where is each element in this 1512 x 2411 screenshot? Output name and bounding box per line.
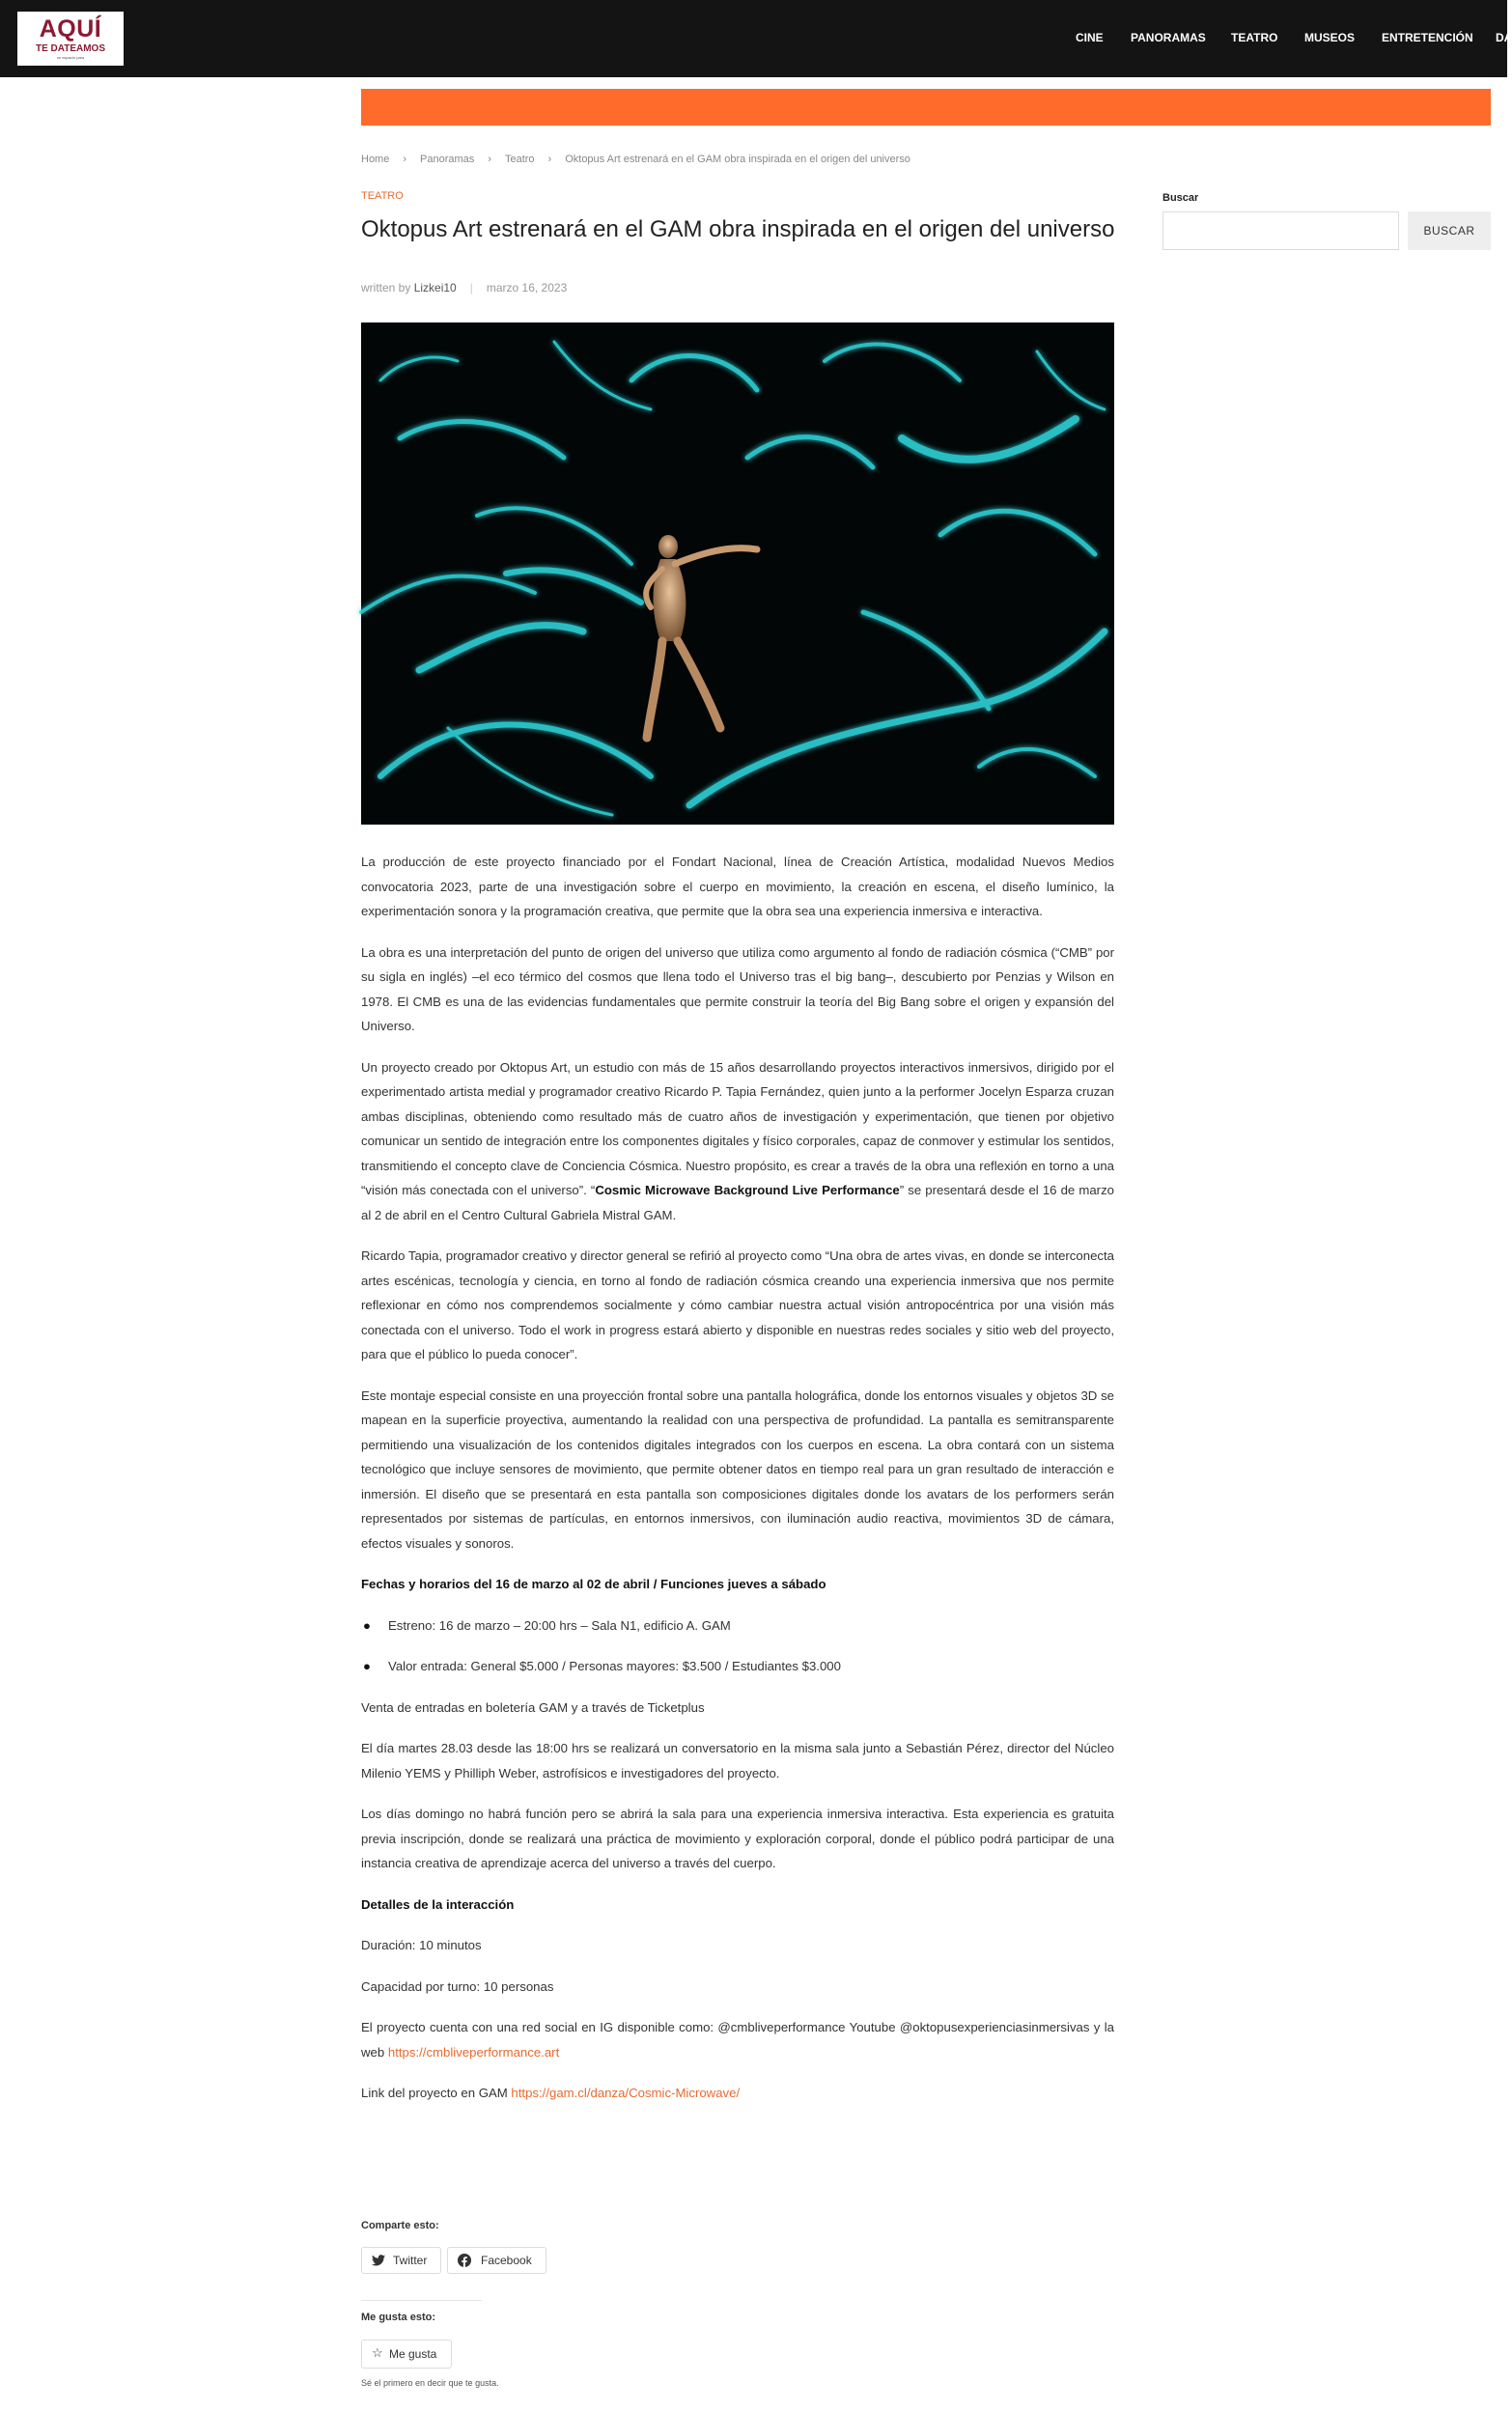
- chevron-right-icon: ›: [547, 154, 552, 165]
- article-paragraph: Los días domingo no habrá función pero se abrirá la sala para una experiencia inmersiva interactiva. Esta experiencia es gratuita previa inscripción, donde se realizará una práctica de movimiento y exploración corporal, donde el público podrá participar de una instancia creativa de aprendizaje acerca del universo a través del cuerpo.: [361, 1807, 1114, 1870]
- article-highlight: Cosmic Microwave Background Live Performance: [595, 1183, 900, 1197]
- post-meta: [361, 280, 567, 295]
- search-button[interactable]: BUSCAR: [1408, 211, 1491, 250]
- like-label: Me gusta esto:: [361, 2312, 436, 2323]
- article-text: El proyecto cuenta con una red social en IG disponible como: @cmbliveperformance Youtube @oktopusexperienciasinmersivas y la web: [361, 2020, 1114, 2060]
- logo-line-2: TE DATEAMOS: [35, 43, 106, 54]
- gam-project-link[interactable]: https://gam.cl/danza/Cosmic-Microwave/: [511, 2086, 741, 2100]
- first-like-text: Sé el primero en decir que te gusta.: [361, 2378, 499, 2388]
- facebook-icon: [458, 2254, 471, 2267]
- bullet-icon: ●: [363, 1659, 371, 1673]
- article-paragraph: Ricardo Tapia, programador creativo y director general se refirió al proyecto como “Una obra de artes vivas, en donde se interconecta artes escénicas, tecnología y ciencia, en torno al fondo de radiación cósmica creando una experiencia inmersiva que nos permite reflexionar en cómo nos comprendemos socialmente y cómo cambiar nuestra actual visión antropocéntrica por una visión más conectada con el universo. Todo el work in progress estará abierto y disponible en nuestras redes sociales y sitio web del proyecto, para que el público lo pueda conocer”.: [361, 1248, 1114, 1361]
- promo-banner[interactable]: [361, 89, 1491, 126]
- chevron-right-icon: ›: [403, 154, 407, 165]
- post-category[interactable]: TEATRO: [361, 190, 404, 202]
- article-paragraph: Duración: 10 minutos: [361, 1938, 482, 1952]
- project-website-link[interactable]: https://cmbliveperformance.art: [387, 2044, 560, 2060]
- article-paragraph: Venta de entradas en boletería GAM y a través de Ticketplus: [361, 1699, 705, 1715]
- fechas-heading: Fechas y horarios del 16 de marzo al 02 de abril / Funciones jueves a sábado: [361, 1577, 826, 1591]
- detalles-heading: Detalles de la interacción: [361, 1896, 515, 1912]
- logo-line-1: AQUÍ: [39, 15, 102, 42]
- article-paragraph: Capacidad por turno: 10 personas: [361, 1978, 554, 1994]
- breadcrumb-panoramas[interactable]: Panoramas: [420, 154, 475, 165]
- article-text: Un proyecto creado por Oktopus Art, un estudio con más de 15 años desarrollando proyectos interactivos inmersivos, dirigido por el experimentado artista medial y programador creativo Ricardo P. Tapia Fernández, quien junto a la performer Jocelyn Esparza cruzan ambas disciplinas, obteniendo como resultado más de cuatro años de investigación y experimentación, que tienen por objetivo comunicar un sentido de integración entre los componentes digitales y físico corporales, capaz de conmover y estimular los sentidos, transmitiendo el concepto clave de Conciencia Cósmica. Nuestro propósito, es crear a través de la obra una reflexión en torno a una “visión más conectada con el universo”. “: [361, 1059, 1114, 1197]
- star-icon: ☆: [372, 2345, 383, 2360]
- breadcrumb: [361, 152, 910, 167]
- bullet-icon: ●: [363, 1617, 371, 1633]
- article-text: ” se presentará desde el 16 de marzo al 2 de abril en el Centro Cultural Gabriela Mistral GAM.: [361, 1183, 1114, 1222]
- breadcrumb-current: Oktopus Art estrenará en el GAM obra inspirada en el origen del universo: [565, 154, 910, 165]
- breadcrumb-teatro[interactable]: Teatro: [504, 154, 535, 165]
- meta-divider: |: [469, 281, 473, 294]
- article-paragraph: [361, 2081, 1114, 2106]
- article-paragraph: [361, 1055, 1114, 1228]
- search-input[interactable]: [1162, 211, 1399, 250]
- article-paragraph: Este montaje especial consiste en una proyección frontal sobre una pantalla holográfica, donde los entornos visuales y objetos 3D se mapean en la superficie proyectiva, aumentando la realidad con una perspectiva de profundidad. La pantalla es semitransparente permitiendo una visualización de los contenidos digitales integrados con los cuerpos en escena. La obra contará con un sistema tecnológico que incluye sensores de movimiento, que permite obtener datos en tiempo real para un gran resultado de interacción e inmersión. El diseño que se presentará en esta pantalla son composiciones digitales donde los avatars de los performers serán representados por sistemas de partículas, en entornos inmersivos, con iluminación audio reactiva, movimientos 3D de cámara, efectos visuales y sonoros.: [361, 1388, 1114, 1551]
- logo-line-3: un espacio para: [56, 55, 85, 60]
- article-text: Link del proyecto en GAM: [361, 2086, 512, 2100]
- like-button[interactable]: [361, 2340, 452, 2369]
- article-paragraph: La obra es una interpretación del punto de origen del universo que utiliza como argumento al fondo de radiación cósmica (“CMB” por su sigla en inglés) –el eco térmico del cosmos que llena todo el Universo tras el big bang–, descubierto por Penzias y Wilson en 1978. El CMB es una de las evidencias fundamentales que permite construir la teoría del Big Bang sobre el origen y expansión del Universo.: [361, 944, 1114, 1033]
- dancer-cosmic-light-image: [361, 322, 1114, 825]
- twitter-icon: [372, 2255, 385, 2266]
- facebook-label: Facebook: [481, 2254, 532, 2267]
- nav-item-da[interactable]: DA: [1496, 31, 1512, 44]
- divider: [361, 2300, 482, 2301]
- post-date: marzo 16, 2023: [486, 281, 568, 294]
- nav-item-museos[interactable]: MUSEOS: [1304, 31, 1356, 44]
- article-paragraph: [361, 2015, 1114, 2064]
- chevron-right-icon: ›: [488, 154, 491, 165]
- twitter-label: Twitter: [393, 2254, 428, 2267]
- article-paragraph: El día martes 28.03 desde las 18:00 hrs se realizará un conversatorio en la misma sala junto a Sebastián Pérez, director del Núcleo Milenio YEMS y Philliph Weber, astrofísicos e investigadores del proyecto.: [361, 1741, 1114, 1780]
- twitter-share-button[interactable]: [361, 2247, 441, 2274]
- list-item-text: Estreno: 16 de marzo – 20:00 hrs – Sala N1, edificio A. GAM: [388, 1617, 731, 1633]
- post-title: Oktopus Art estrenará en el GAM obra inspirada en el origen del universo: [361, 216, 1115, 242]
- site-header: [0, 0, 1512, 77]
- article-body: [361, 850, 1114, 2122]
- site-logo[interactable]: [17, 12, 124, 66]
- article-subheading: [361, 1572, 1114, 1597]
- facebook-share-button[interactable]: [447, 2247, 546, 2274]
- nav-item-cine[interactable]: CINE: [1076, 31, 1104, 44]
- featured-image: [361, 322, 1114, 825]
- list-item: [361, 1613, 1114, 1639]
- nav-item-entretencion[interactable]: ENTRETENCIÓN: [1382, 31, 1473, 44]
- search-widget-title: Buscar: [1162, 192, 1199, 204]
- post-author[interactable]: Lizkei10: [413, 281, 457, 294]
- written-by-label: written by: [361, 281, 411, 294]
- share-label: Comparte esto:: [361, 2220, 439, 2231]
- event-details-list: [361, 1613, 1114, 1679]
- breadcrumb-home[interactable]: Home: [361, 154, 390, 165]
- article-paragraph: La producción de este proyecto financiado por el Fondart Nacional, línea de Creación Artística, modalidad Nuevos Medios convocatoria 2023, parte de una investigación sobre el cuerpo en movimiento, la creación en escena, el diseño lumínico, la experimentación sonora y la programación creativa, que permite que la obra sea una experiencia inmersiva e interactiva.: [361, 855, 1114, 918]
- article-subheading: [361, 1892, 1114, 1918]
- like-button-label: Me gusta: [389, 2347, 437, 2361]
- list-item-text: Valor entrada: General $5.000 / Personas mayores: $3.500 / Estudiantes $3.000: [388, 1659, 841, 1673]
- nav-item-teatro[interactable]: TEATRO: [1231, 31, 1278, 44]
- list-item: [361, 1654, 1114, 1679]
- nav-item-panoramas[interactable]: PANORAMAS: [1131, 31, 1206, 44]
